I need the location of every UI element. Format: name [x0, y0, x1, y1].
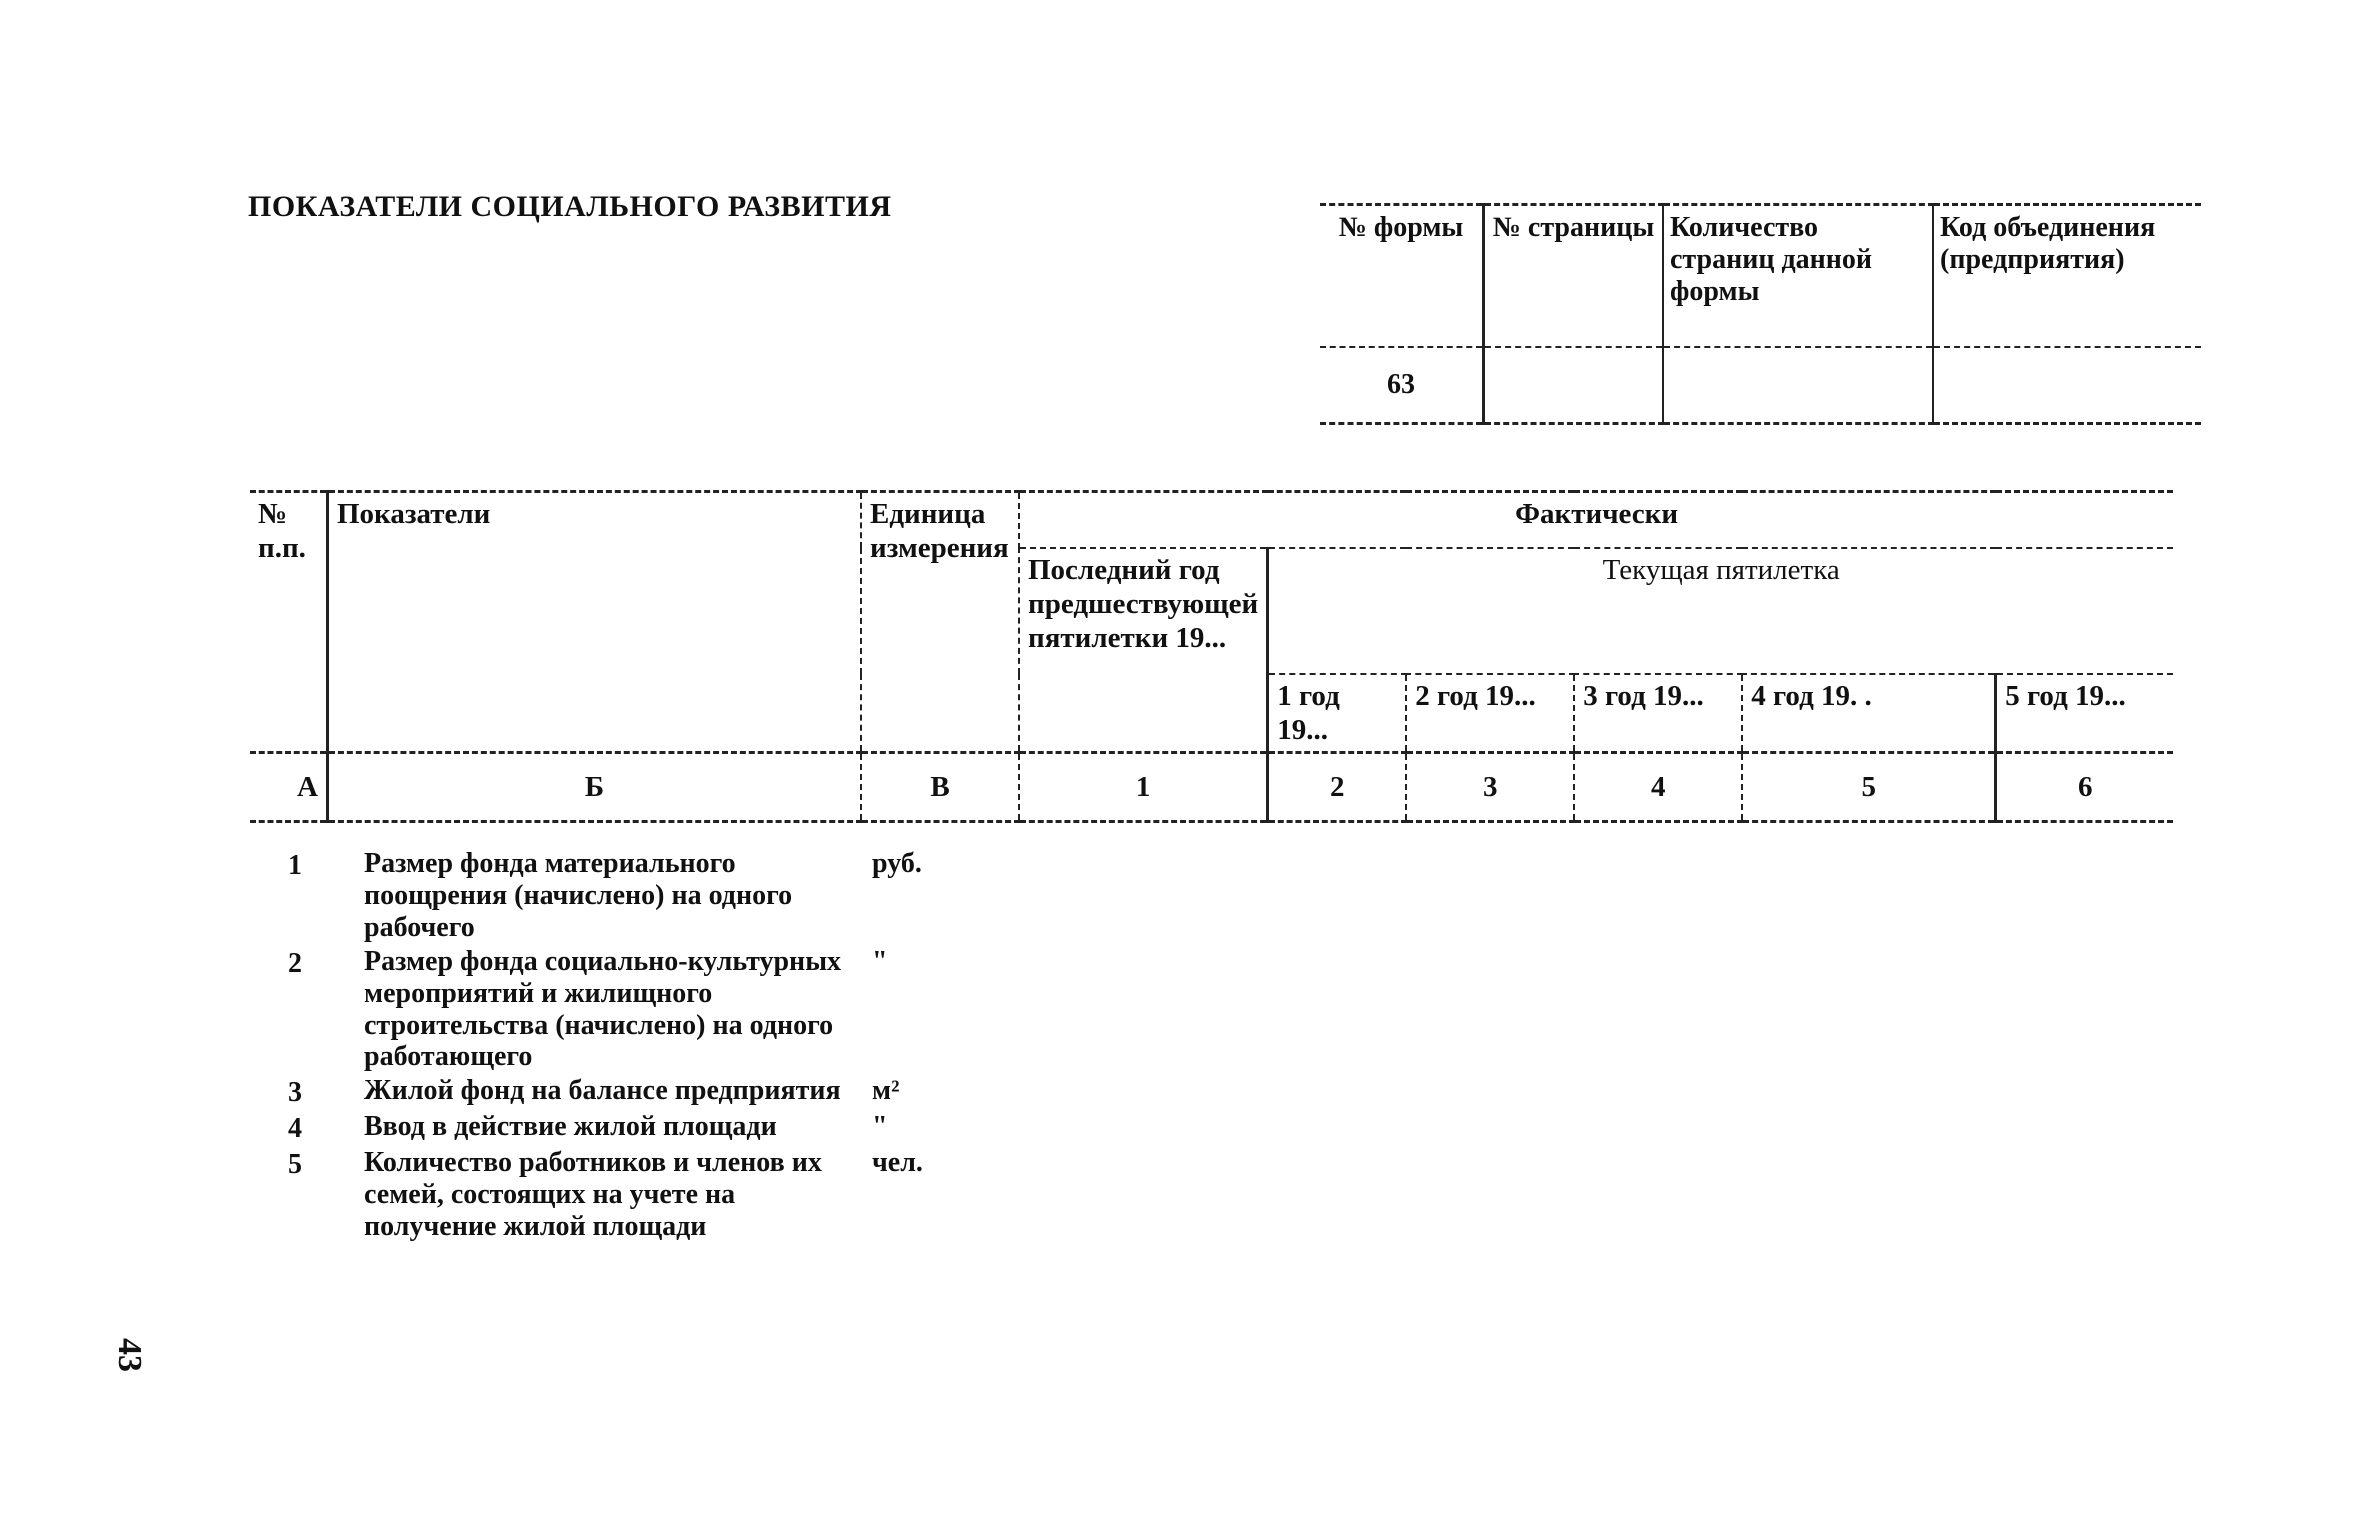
row-unit: руб. — [872, 848, 922, 879]
enterprise-code-value — [1933, 347, 2201, 424]
col-6-number: 6 — [1996, 753, 2174, 822]
row-number: 5 — [288, 1149, 302, 1181]
page-number-value — [1484, 347, 1664, 424]
page-number-header: № страницы — [1484, 205, 1664, 348]
table-row — [250, 1111, 1010, 1145]
table-row — [250, 1147, 1010, 1243]
row-indicator: Количество работников и членов их семей, состоящих на учете на получение жилой площади — [364, 1147, 822, 1242]
row-indicator: Размер фонда социально-культурных мероприятий и жилищного строительства (начислено) на одного работающего — [364, 945, 842, 1073]
year-3-header: 3 год 19... — [1574, 674, 1742, 753]
row-unit: " — [872, 945, 888, 977]
col-2-number: 2 — [1268, 753, 1407, 822]
year-2-header: 2 год 19... — [1406, 674, 1574, 753]
row-unit: чел. — [872, 1147, 923, 1179]
row-number: 1 — [288, 850, 302, 881]
row-indicator: Размер фонда материального поощрения (начислено) на одного рабочего — [364, 848, 793, 943]
page-number: 43 — [111, 1338, 148, 1372]
row-number: 4 — [288, 1113, 302, 1145]
enterprise-code-header: Код объединения (предприятия) — [1933, 205, 2201, 348]
row-indicator: Ввод в действие жилой площади — [364, 1111, 777, 1143]
table-row — [250, 946, 1010, 1074]
row-indicator: Жилой фонд на балансе предприятия — [364, 1075, 841, 1107]
row-number: 2 — [288, 947, 302, 979]
letter-a: А — [250, 753, 328, 822]
table-row — [250, 848, 1010, 944]
year-1-header: 1 год 19... — [1268, 674, 1407, 753]
year-4-header: 4 год 19. . — [1742, 674, 1996, 753]
col-indicator-header: Показатели — [328, 492, 862, 753]
actual-group-header: Фактически — [1019, 492, 2173, 549]
col-unit-header: Единица измерения — [861, 492, 1019, 753]
col-3-number: 3 — [1406, 753, 1574, 822]
row-unit: м² — [872, 1075, 900, 1107]
indicator-rows — [250, 848, 1010, 1245]
form-number-value: 63 — [1320, 347, 1484, 424]
document-title: ПОКАЗАТЕЛИ СОЦИАЛЬНОГО РАЗВИТИЯ — [248, 190, 892, 223]
col-1-number: 1 — [1019, 753, 1268, 822]
col-number-header: № п.п. — [250, 492, 328, 753]
indicators-table — [250, 490, 2173, 823]
col-4-number: 4 — [1574, 753, 1742, 822]
row-number: 3 — [288, 1077, 302, 1109]
row-unit: " — [872, 1111, 888, 1143]
last-year-header: Последний год предшествующей пятилетки 19... — [1019, 548, 1268, 753]
page-count-header: Количество страниц данной формы — [1663, 205, 1933, 348]
letter-b: Б — [328, 753, 862, 822]
form-info-table — [1320, 203, 2201, 425]
current-five-year-header: Текущая пятилетка — [1268, 548, 2174, 674]
letter-v: В — [861, 753, 1019, 822]
year-5-header: 5 год 19... — [1996, 674, 2174, 753]
page-count-value — [1663, 347, 1933, 424]
form-number-header: № формы — [1320, 205, 1484, 348]
col-5-number: 5 — [1742, 753, 1996, 822]
table-row — [250, 1075, 1010, 1109]
